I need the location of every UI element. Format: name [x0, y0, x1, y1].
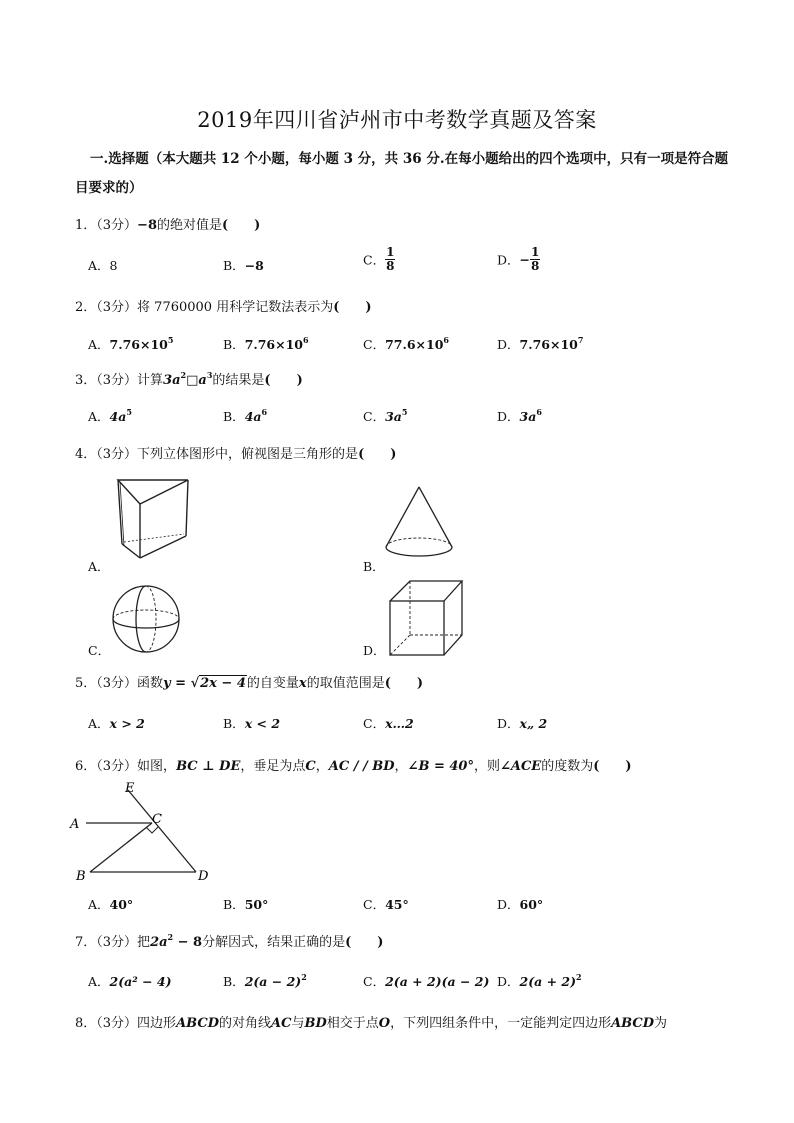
q2-option-d: D．$7.76\times 10^7$	[497, 335, 584, 352]
question-3: 3．（3分）计算$3a^2□a^3$的结果是( )	[75, 370, 303, 388]
question-2: 2．（3分）将 7760000 用科学记数法表示为( )	[75, 300, 372, 315]
q2-option-a: A．$7.76\times 10^5$	[88, 335, 174, 352]
question-1	[75, 214, 260, 233]
question-6: 6．（3分）如图，BC ⊥ DE，垂足为点C，AC / / BD，∠B = 40°，则∠ACE的度数为( )	[75, 759, 632, 774]
q5-option-b: B．x < 2	[223, 716, 281, 731]
q3-option-c: C．$3a^5$	[363, 407, 408, 424]
q6-option-d: D．60°	[497, 897, 544, 912]
figure-cone	[382, 485, 456, 565]
figure-triangular-prism	[110, 476, 200, 566]
point-label-a: A	[70, 817, 80, 832]
q6-option-c: C．45°	[363, 897, 409, 912]
q3-option-d: D．$3a^6$	[497, 407, 542, 424]
point-label-e: E	[125, 781, 135, 796]
answer-paren: ( )	[222, 218, 261, 233]
question-8: 8．（3分）四边形ABCD的对角线AC与BD相交于点O，下列四组条件中，一定能判定四边形ABCD为	[75, 1016, 668, 1031]
q7-option-b: B．$2(a - 2)^2$	[223, 972, 307, 989]
fraction: $\frac{1}{8}$	[531, 245, 540, 273]
figure-q6-geometry	[66, 780, 226, 886]
q1-option-a: A．8	[88, 258, 118, 273]
q4-option-d-label: D．	[363, 643, 386, 658]
q7-option-d: D．$2(a + 2)^2$	[497, 972, 582, 989]
question-number: 1．（3分）	[75, 218, 138, 233]
question-7: 7．（3分）把$2a^2 - 8$分解因式，结果正确的是( )	[75, 932, 384, 950]
q4-option-b-label: B．	[363, 559, 385, 574]
section-heading-line2: 目要求的）	[75, 180, 143, 196]
question-4: 4．（3分）下列立体图形中，俯视图是三角形的是( )	[75, 447, 397, 462]
q7-option-c: C．2(a + 2)(a − 2)	[363, 974, 490, 989]
point-label-b: B	[76, 869, 86, 884]
q2-option-b: B．$7.76\times 10^6$	[223, 335, 309, 352]
q5-option-c: C．x…2	[363, 716, 414, 731]
q1-option-d: D．− $\frac{1}{8}$	[497, 245, 540, 273]
q3-option-b: B．$4a^6$	[223, 407, 268, 424]
question-5: 5．（3分）函数y = √2x − 4的自变量x的取值范围是( )	[75, 676, 424, 691]
q5-option-d: D．x„ 2	[497, 716, 548, 731]
q5-option-a: A．x > 2	[88, 716, 145, 731]
q1-option-b: B．−8	[223, 258, 264, 273]
section-heading-line1: 一.选择题（本大题共 12 个小题，每小题 3 分，共 36 分.在每小题给出的四个选项中，只有一项是符合题	[90, 151, 729, 167]
figure-sphere	[110, 583, 182, 655]
point-label-d: D	[198, 869, 209, 884]
page-title: 2019年四川省泸州市中考数学真题及答案	[197, 108, 597, 132]
figure-cube	[386, 579, 466, 659]
q1-option-c: C． $\frac{1}{8}$	[363, 245, 395, 273]
q4-option-a-label: A．	[88, 559, 110, 574]
point-label-c: C	[152, 812, 162, 827]
q4-option-c-label: C．	[88, 643, 111, 658]
q6-option-b: B．50°	[223, 897, 269, 912]
fraction: $\frac{1}{8}$	[386, 245, 395, 273]
question-text: 的绝对值是	[157, 218, 223, 233]
q6-option-a: A．40°	[88, 897, 134, 912]
q2-option-c: C．$77.6\times 10^6$	[363, 335, 449, 352]
math-expr: −8	[137, 218, 157, 233]
q7-option-a: A．2(a² − 4)	[88, 974, 172, 989]
q3-option-a: A．$4a^5$	[88, 407, 132, 424]
